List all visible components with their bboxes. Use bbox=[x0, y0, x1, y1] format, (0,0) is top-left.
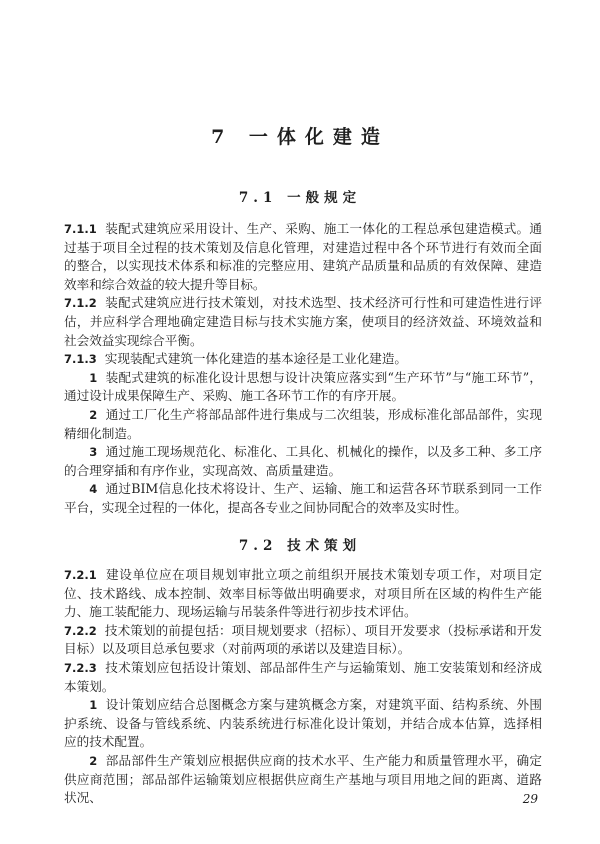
clause-7-1-1 bbox=[64, 220, 542, 294]
clause-7-1-2 bbox=[64, 294, 542, 350]
clause-7-2-1 bbox=[64, 566, 542, 622]
clause-number: 7.1.1 bbox=[64, 222, 97, 236]
clause-text: 建设单位应在项目规划审批立项之前组织开展技术策划专项工作，对项目定位、技术路线、成本控制、效率目标等做出明确要求，对项目所在区域的构件生产能力、施工装配能力、现场运输与吊装条件等进行初步技术评估。 bbox=[64, 567, 542, 620]
clause-number: 7.2.3 bbox=[64, 660, 97, 675]
section-7-2-body bbox=[64, 566, 542, 808]
item-7-1-3-1 bbox=[64, 369, 542, 406]
item-7-1-3-2 bbox=[64, 406, 542, 443]
item-text: 部品部件生产策划应根据供应商的技术水平、生产能力和质量管理水平，确定供应商范围；部品部件运输策划应根据供应商生产基地与项目用地之间的距离、道路状况、 bbox=[64, 752, 542, 806]
item-number: 1 bbox=[89, 698, 98, 713]
clause-7-1-3 bbox=[64, 350, 542, 369]
clause-text: 技术策划应包括设计策划、部品部件生产与运输策划、施工安装策划和经济成本策划。 bbox=[64, 659, 542, 694]
item-number: 3 bbox=[89, 445, 98, 460]
item-text: 通过BIM信息化技术将设计、生产、运输、施工和运营各环节联系到同一工作平台，实现全过程的一体化，提高各专业之间协同配合的效率及实时性。 bbox=[64, 481, 542, 515]
clause-text: 实现装配式建筑一体化建造的基本途径是工业化建造。 bbox=[104, 351, 408, 367]
item-7-2-3-2 bbox=[64, 752, 542, 808]
item-7-1-3-3 bbox=[64, 443, 542, 480]
item-7-1-3-4 bbox=[64, 480, 542, 517]
item-text: 设计策划应结合总图概念方案与建筑概念方案，对建筑平面、结构系统、外围护系统、设备与管线系统、内装系统进行标准化设计策划，并结合成本估算，选择相应的技术配置。 bbox=[64, 697, 542, 750]
chapter-title: 7 一体化建造 bbox=[211, 126, 389, 148]
item-text: 通过工厂化生产将部品部件进行集成与二次组装，形成标准化部品部件，实现精细化制造。 bbox=[64, 406, 542, 441]
clause-text: 装配式建筑应采用设计、生产、采购、施工一体化的工程总承包建造模式。通过基于项目全过程的技术策划及信息化管理，对建造过程中各个环节进行有效而全面的整合，以实现技术体系和标准的完整应用、建筑产品质量和品质的有效保障、建造效率和综合效益的较大提升等目标。 bbox=[64, 221, 542, 292]
page-number: 29 bbox=[522, 792, 538, 806]
section-7-1-body bbox=[64, 220, 542, 518]
section-title-7-2: 7.2 技术策划 bbox=[238, 538, 362, 554]
clause-7-2-3 bbox=[64, 659, 542, 696]
clause-number: 7.1.2 bbox=[64, 296, 97, 311]
item-number: 2 bbox=[89, 407, 98, 422]
clause-text: 装配式建筑应进行技术策划，对技术选型、技术经济可行性和可建造性进行评估，并应科学合理地确定建造目标与技术实施方案，使项目的经济效益、环境效益和社会效益实现综合平衡。 bbox=[64, 295, 542, 348]
clause-text: 技术策划的前提包括：项目规划要求（招标）、项目开发要求（投标承诺和开发目标）以及项目总承包要求（对前两项的承诺以及建造目标）。 bbox=[64, 622, 543, 657]
item-number: 4 bbox=[89, 482, 98, 497]
clause-7-2-2 bbox=[64, 622, 542, 659]
clause-number: 7.2.1 bbox=[64, 568, 97, 582]
section-title-7-1: 7.1 一般规定 bbox=[238, 190, 362, 206]
clause-number: 7.2.2 bbox=[64, 623, 97, 638]
item-7-2-3-1 bbox=[64, 696, 542, 752]
item-number: 2 bbox=[89, 753, 98, 768]
clause-number: 7.1.3 bbox=[64, 352, 97, 367]
item-text: 通过施工现场规范化、标准化、工具化、机械化的操作，以及多工种、多工序的合理穿插和有序作业，实现高效、高质量建造。 bbox=[64, 444, 542, 478]
item-text: 装配式建筑的标准化设计思想与设计决策应落实到“生产环节”与“施工环节”，通过设计成果保障生产、采购、施工各环节工作的有序开展。 bbox=[64, 369, 542, 404]
item-number: 1 bbox=[89, 370, 98, 385]
